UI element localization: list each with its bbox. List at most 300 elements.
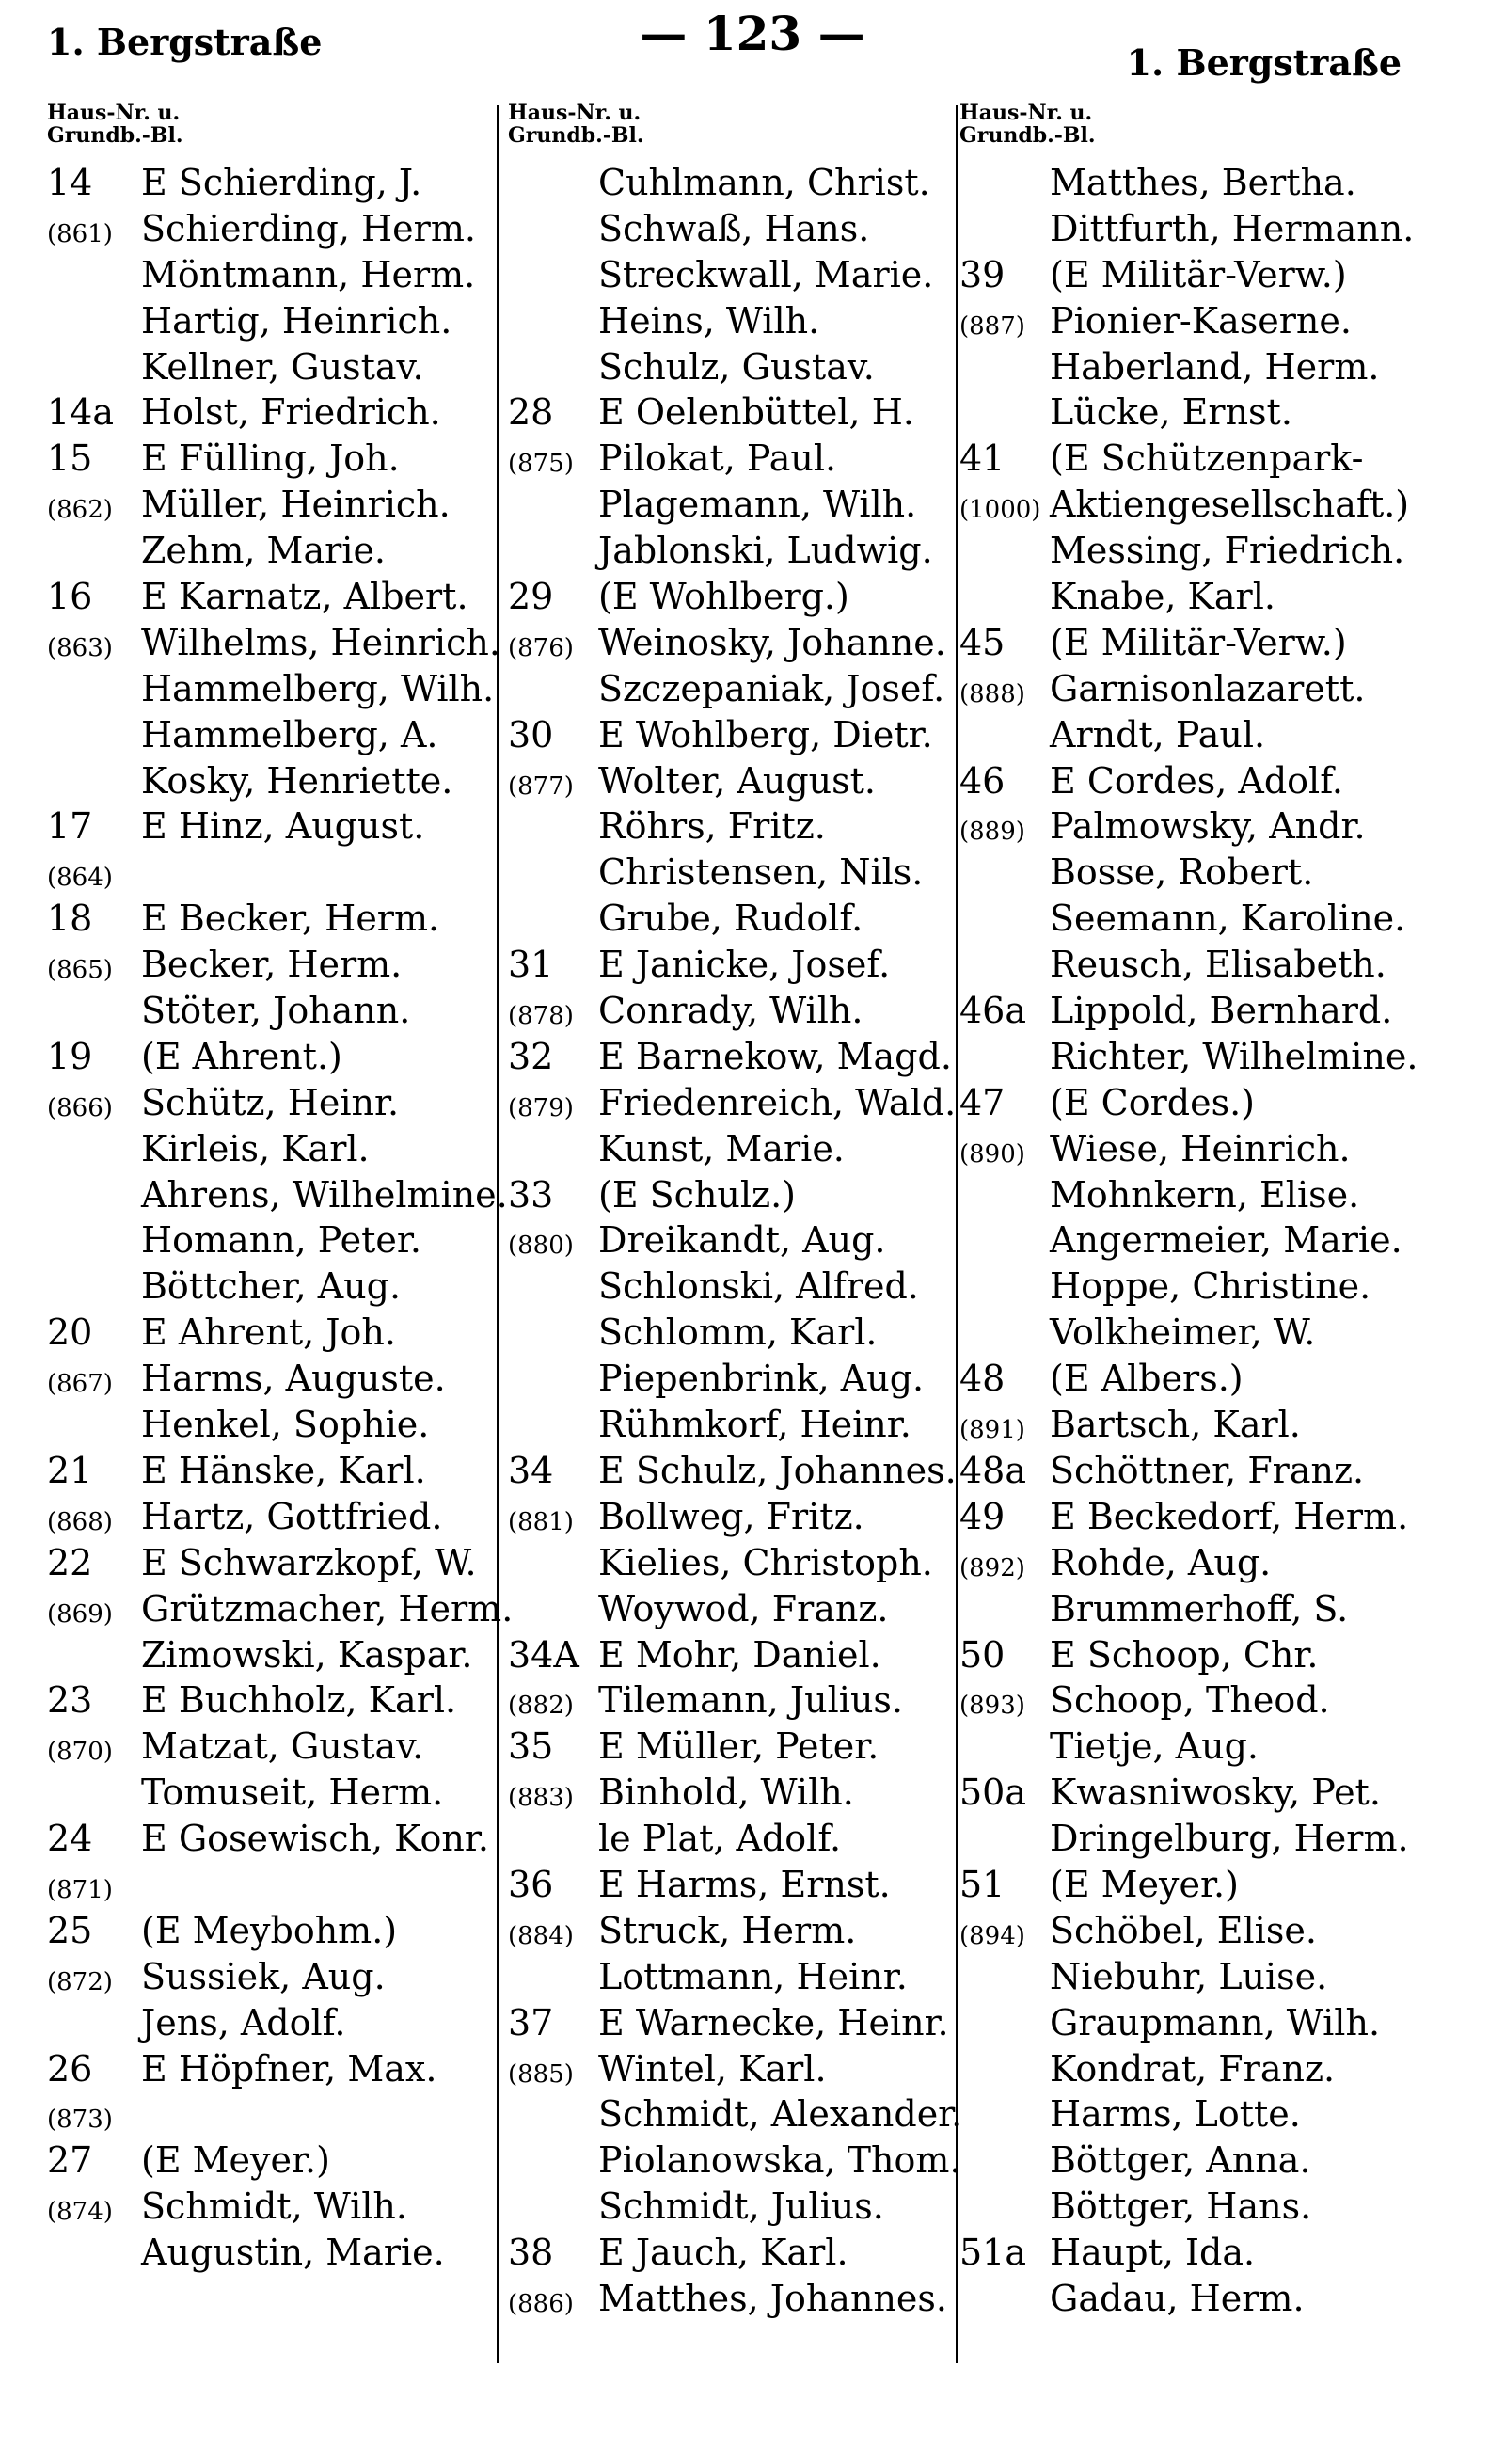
resident-name: Piepenbrink, Aug. bbox=[598, 1358, 925, 1400]
house-number: (876) bbox=[508, 633, 574, 662]
directory-entry bbox=[959, 756, 1486, 803]
resident-name: Augustin, Marie. bbox=[141, 2232, 445, 2274]
house-number: 32 bbox=[508, 1035, 554, 1077]
resident-name: Schlonski, Alfred. bbox=[598, 1265, 919, 1308]
directory-entry bbox=[959, 1538, 1486, 1584]
resident-name: Tietje, Aug. bbox=[1050, 1725, 1259, 1768]
house-number: (879) bbox=[508, 1093, 574, 1122]
directory-entry bbox=[47, 1262, 489, 1308]
resident-name: Schöbel, Elise. bbox=[1050, 1909, 1317, 1951]
column-header bbox=[508, 102, 959, 158]
resident-name: E Karnatz, Albert. bbox=[141, 576, 468, 618]
directory-entry bbox=[959, 526, 1486, 572]
directory-entry bbox=[959, 1308, 1486, 1354]
directory-entry bbox=[508, 1400, 959, 1446]
directory-entry bbox=[959, 1584, 1486, 1630]
directory-entry bbox=[508, 1170, 959, 1216]
house-number: (861) bbox=[47, 219, 113, 248]
resident-name: Bartsch, Karl. bbox=[1050, 1404, 1301, 1446]
resident-name: Tomuseit, Herm. bbox=[141, 1772, 444, 1814]
directory-entry bbox=[47, 710, 489, 756]
resident-name: Dringelburg, Herm. bbox=[1050, 1818, 1409, 1860]
directory-entry bbox=[47, 802, 489, 848]
resident-name: Ahrens, Wilhelmine. bbox=[141, 1173, 508, 1216]
resident-name: Zehm, Marie. bbox=[141, 530, 387, 572]
house-number: 46 bbox=[959, 759, 1006, 802]
directory-entry bbox=[47, 1492, 489, 1538]
resident-name: Arndt, Paul. bbox=[1050, 713, 1266, 755]
resident-name: Wolter, August. bbox=[598, 759, 876, 802]
resident-name: Gadau, Herm. bbox=[1050, 2277, 1305, 2319]
resident-name: E Barnekow, Magd. bbox=[598, 1035, 952, 1077]
resident-name: E Beckedorf, Herm. bbox=[1050, 1495, 1409, 1537]
directory-entry bbox=[508, 2274, 959, 2320]
directory-entry bbox=[47, 296, 489, 342]
directory-entry bbox=[508, 1814, 959, 1860]
house-number: 24 bbox=[47, 1818, 93, 1860]
directory-entry bbox=[959, 2044, 1486, 2090]
house-number: (888) bbox=[959, 679, 1025, 708]
directory-entry bbox=[508, 894, 959, 940]
resident-name: Böttcher, Aug. bbox=[141, 1265, 402, 1308]
directory-entry bbox=[47, 250, 489, 296]
resident-name: Kellner, Gustav. bbox=[141, 345, 424, 388]
directory-entry bbox=[959, 388, 1486, 434]
resident-name: Schoop, Theod. bbox=[1050, 1679, 1330, 1722]
house-number: 51a bbox=[959, 2232, 1027, 2274]
house-number: (892) bbox=[959, 1553, 1025, 1582]
column-header bbox=[47, 102, 489, 158]
house-number: (865) bbox=[47, 956, 113, 985]
house-number: (875) bbox=[508, 450, 574, 479]
house-number: 37 bbox=[508, 2001, 554, 2043]
resident-name: Rühmkorf, Heinr. bbox=[598, 1404, 911, 1446]
house-number: (891) bbox=[959, 1416, 1025, 1445]
resident-name: Möntmann, Herm. bbox=[141, 253, 476, 295]
house-number: 14a bbox=[47, 391, 115, 434]
directory-entry bbox=[508, 664, 959, 710]
resident-name: Schmidt, Julius. bbox=[598, 2186, 884, 2228]
resident-name: E Müller, Peter. bbox=[598, 1725, 879, 1768]
directory-entry bbox=[959, 1078, 1486, 1124]
resident-name: E Mohr, Daniel. bbox=[598, 1633, 881, 1676]
column-header-line: Grundb.-Bl. bbox=[508, 123, 644, 148]
house-number: 47 bbox=[959, 1081, 1006, 1123]
resident-name: Schöttner, Franz. bbox=[1050, 1449, 1365, 1491]
directory-entry bbox=[508, 986, 959, 1032]
resident-name: Holst, Friedrich. bbox=[141, 391, 441, 434]
resident-name: Schütz, Heinr. bbox=[141, 1081, 400, 1123]
house-number: (868) bbox=[47, 1507, 113, 1536]
directory-entry bbox=[959, 1492, 1486, 1538]
house-number: (870) bbox=[47, 1738, 113, 1767]
house-number: 50a bbox=[959, 1772, 1027, 1814]
resident-name: E Schierding, J. bbox=[141, 162, 422, 203]
directory-entry bbox=[508, 1538, 959, 1584]
resident-name: (E Militär-Verw.) bbox=[1050, 621, 1347, 663]
column-divider bbox=[497, 105, 499, 2363]
directory-entry bbox=[508, 526, 959, 572]
directory-entry bbox=[47, 618, 500, 664]
resident-name: Rohde, Aug. bbox=[1050, 1541, 1272, 1583]
house-number: (885) bbox=[508, 2059, 574, 2089]
house-number: 30 bbox=[508, 713, 554, 755]
directory-entry bbox=[47, 1538, 489, 1584]
resident-name: Aktiengesellschaft.) bbox=[1050, 484, 1410, 526]
directory-entry bbox=[508, 1860, 959, 1906]
house-number: (882) bbox=[508, 1692, 574, 1721]
resident-name: (E Cordes.) bbox=[1050, 1081, 1255, 1123]
resident-name: Becker, Herm. bbox=[141, 944, 403, 986]
directory-entry bbox=[47, 480, 489, 526]
resident-name: Hartig, Heinrich. bbox=[141, 299, 452, 342]
directory-entry bbox=[47, 1860, 489, 1906]
directory-entry bbox=[508, 1630, 959, 1677]
directory-entry bbox=[959, 1722, 1486, 1768]
house-number: (873) bbox=[47, 2106, 113, 2135]
resident-name: Matzat, Gustav. bbox=[141, 1725, 424, 1768]
directory-entry bbox=[959, 1216, 1486, 1262]
directory-entry bbox=[959, 802, 1486, 848]
directory-entry bbox=[508, 480, 959, 526]
resident-name: E Ahrent, Joh. bbox=[141, 1311, 396, 1354]
house-number: (893) bbox=[959, 1692, 1025, 1721]
house-number: 14 bbox=[47, 162, 93, 203]
resident-name: Angermeier, Marie. bbox=[1050, 1219, 1402, 1262]
directory-entry bbox=[959, 1446, 1486, 1492]
resident-name: Grützmacher, Herm. bbox=[141, 1587, 514, 1629]
house-number: 48a bbox=[959, 1449, 1027, 1491]
directory-entry bbox=[959, 296, 1486, 342]
directory-entry bbox=[47, 158, 489, 204]
resident-name: Haberland, Herm. bbox=[1050, 345, 1380, 388]
resident-name: Kondrat, Franz. bbox=[1050, 2047, 1336, 2090]
directory-entry bbox=[47, 1446, 489, 1492]
resident-name: Harms, Auguste. bbox=[141, 1358, 446, 1400]
resident-name: Schierding, Herm. bbox=[141, 207, 476, 249]
resident-name: Binhold, Wilh. bbox=[598, 1772, 854, 1814]
directory-entry bbox=[508, 2182, 959, 2228]
directory-entry bbox=[47, 1630, 489, 1677]
directory-entry bbox=[959, 2274, 1486, 2320]
resident-name: (E Albers.) bbox=[1050, 1358, 1244, 1400]
resident-name: E Janicke, Josef. bbox=[598, 944, 891, 986]
resident-name: Seemann, Karoline. bbox=[1050, 898, 1406, 940]
resident-name: Schmidt, Wilh. bbox=[141, 2186, 407, 2228]
directory-entry bbox=[508, 2136, 959, 2182]
house-number: 18 bbox=[47, 898, 93, 940]
resident-name: E Cordes, Adolf. bbox=[1050, 759, 1343, 802]
directory-entry bbox=[959, 1998, 1486, 2044]
resident-name: Schmidt, Alexander. bbox=[598, 2093, 963, 2136]
directory-entry bbox=[47, 1354, 489, 1400]
resident-name: Wiese, Heinrich. bbox=[1050, 1127, 1351, 1169]
running-head-left: 1. Bergstraße bbox=[47, 21, 323, 63]
resident-name: (E Militär-Verw.) bbox=[1050, 253, 1347, 295]
resident-name: Szczepaniak, Josef. bbox=[598, 667, 945, 709]
resident-name: Henkel, Sophie. bbox=[141, 1404, 430, 1446]
resident-name: Struck, Herm. bbox=[598, 1909, 857, 1951]
directory-entry bbox=[47, 1814, 489, 1860]
column-2 bbox=[508, 101, 963, 2320]
resident-name: E Oelenbüttel, H. bbox=[598, 391, 914, 434]
house-number: 51 bbox=[959, 1863, 1006, 1905]
directory-entry bbox=[508, 710, 959, 756]
directory-entry bbox=[508, 1216, 959, 1262]
directory-entry bbox=[508, 1308, 959, 1354]
directory-entry bbox=[47, 1768, 489, 1814]
directory-entry bbox=[47, 2044, 489, 2090]
house-number: (864) bbox=[47, 864, 113, 893]
directory-entry bbox=[47, 986, 489, 1032]
directory-entry bbox=[508, 1492, 959, 1538]
resident-name: Schwaß, Hans. bbox=[598, 207, 870, 249]
directory-entry bbox=[959, 618, 1486, 664]
resident-name: (E Schützenpark- bbox=[1050, 437, 1364, 480]
resident-name: (E Schulz.) bbox=[598, 1173, 796, 1216]
resident-name: Messing, Friedrich. bbox=[1050, 530, 1405, 572]
directory-entry bbox=[959, 342, 1486, 389]
house-number: (863) bbox=[47, 633, 113, 662]
directory-entry bbox=[508, 250, 959, 296]
resident-name: Böttger, Anna. bbox=[1050, 2139, 1311, 2182]
directory-entry bbox=[959, 664, 1486, 710]
resident-name: Grube, Rudolf. bbox=[598, 898, 863, 940]
house-number: 35 bbox=[508, 1725, 554, 1768]
directory-entry bbox=[508, 1446, 959, 1492]
resident-name: Pionier-Kaserne. bbox=[1050, 299, 1352, 342]
house-number: (890) bbox=[959, 1139, 1025, 1168]
directory-entry bbox=[47, 1170, 508, 1216]
directory-entry bbox=[959, 434, 1486, 480]
house-number: 38 bbox=[508, 2232, 554, 2274]
directory-entry bbox=[959, 1400, 1486, 1446]
house-number: 29 bbox=[508, 576, 554, 618]
resident-name: Kielies, Christoph. bbox=[598, 1541, 933, 1583]
resident-name: Wintel, Karl. bbox=[598, 2047, 827, 2090]
resident-name: E Schulz, Johannes. bbox=[598, 1449, 957, 1491]
resident-name: E Höpfner, Max. bbox=[141, 2047, 437, 2090]
resident-name: E Fülling, Joh. bbox=[141, 437, 400, 480]
directory-entry bbox=[47, 1998, 489, 2044]
directory-entry bbox=[508, 848, 959, 894]
resident-name: (E Wohlberg.) bbox=[598, 576, 849, 618]
column-header-line: Grundb.-Bl. bbox=[959, 123, 1096, 148]
directory-entry bbox=[959, 2182, 1486, 2228]
directory-entry bbox=[47, 1676, 489, 1722]
directory-entry bbox=[508, 1998, 959, 2044]
directory-entry bbox=[47, 204, 489, 250]
resident-name: Bosse, Robert. bbox=[1050, 851, 1314, 894]
resident-name: Lottmann, Heinr. bbox=[598, 1955, 908, 1997]
resident-name: Kunst, Marie. bbox=[598, 1127, 845, 1169]
house-number: (872) bbox=[47, 1967, 113, 1996]
resident-name: Jablonski, Ludwig. bbox=[598, 530, 933, 572]
house-number: 17 bbox=[47, 805, 93, 848]
directory-entry bbox=[959, 940, 1486, 986]
resident-name: Plagemann, Wilh. bbox=[598, 484, 917, 526]
directory-entry bbox=[47, 342, 489, 389]
resident-name: Hoppe, Christine. bbox=[1050, 1265, 1371, 1308]
resident-name: (E Meyer.) bbox=[141, 2139, 330, 2182]
resident-name: Niebuhr, Luise. bbox=[1050, 1955, 1328, 1997]
directory-entry bbox=[47, 1078, 489, 1124]
directory-entry bbox=[508, 1124, 959, 1170]
resident-name: E Harms, Ernst. bbox=[598, 1863, 891, 1905]
house-number: 34 bbox=[508, 1449, 554, 1491]
resident-name: Bollweg, Fritz. bbox=[598, 1495, 864, 1537]
resident-name: (E Meyer.) bbox=[1050, 1863, 1239, 1905]
house-number: (869) bbox=[47, 1599, 113, 1629]
directory-entry bbox=[47, 572, 489, 618]
resident-name: Reusch, Elisabeth. bbox=[1050, 944, 1386, 986]
directory-entry bbox=[508, 1262, 959, 1308]
resident-name: (E Meybohm.) bbox=[141, 1909, 398, 1951]
resident-name: Brummerhoff, S. bbox=[1050, 1587, 1349, 1629]
directory-entry bbox=[959, 480, 1486, 526]
directory-entry bbox=[47, 2136, 489, 2182]
directory-entry bbox=[959, 1952, 1486, 1998]
directory-entry bbox=[508, 1906, 959, 1952]
resident-name: Kwasniwosky, Pet. bbox=[1050, 1772, 1381, 1814]
directory-entry bbox=[508, 204, 959, 250]
resident-name: Dittfurth, Hermann. bbox=[1050, 207, 1415, 249]
directory-entry bbox=[47, 848, 489, 894]
resident-name: Hammelberg, Wilh. bbox=[141, 667, 495, 709]
directory-entry bbox=[508, 1354, 959, 1400]
house-number: 49 bbox=[959, 1495, 1006, 1537]
house-number: 15 bbox=[47, 437, 93, 480]
resident-name: Cuhlmann, Christ. bbox=[598, 162, 930, 203]
column-3 bbox=[959, 102, 1486, 2320]
house-number: (883) bbox=[508, 1784, 574, 1813]
resident-name: E Becker, Herm. bbox=[141, 898, 440, 940]
resident-name: Böttger, Hans. bbox=[1050, 2186, 1312, 2228]
directory-entry bbox=[47, 1308, 489, 1354]
resident-name: Heins, Wilh. bbox=[598, 299, 820, 342]
resident-name: Knabe, Karl. bbox=[1050, 576, 1275, 618]
resident-name: Zimowski, Kaspar. bbox=[141, 1633, 473, 1676]
directory-entry bbox=[959, 1906, 1486, 1952]
house-number: (1000) bbox=[959, 496, 1041, 525]
directory-entry bbox=[508, 342, 959, 389]
directory-entry bbox=[959, 204, 1486, 250]
directory-entry bbox=[47, 2182, 489, 2228]
resident-name: Jens, Adolf. bbox=[141, 2001, 346, 2043]
directory-entry bbox=[47, 1400, 489, 1446]
resident-name: Wilhelms, Heinrich. bbox=[141, 621, 500, 663]
column-header bbox=[959, 102, 1486, 158]
resident-name: Christensen, Nils. bbox=[598, 851, 924, 894]
directory-entry bbox=[959, 1032, 1486, 1078]
house-number: 23 bbox=[47, 1679, 93, 1722]
resident-name: E Jauch, Karl. bbox=[598, 2232, 848, 2274]
directory-entry bbox=[47, 1906, 489, 1952]
house-number: (889) bbox=[959, 818, 1025, 847]
resident-name: E Schwarzkopf, W. bbox=[141, 1541, 477, 1583]
directory-entry bbox=[959, 2228, 1486, 2274]
house-number: 19 bbox=[47, 1035, 93, 1077]
resident-name: Garnisonlazarett. bbox=[1050, 667, 1366, 709]
house-number: 28 bbox=[508, 391, 554, 434]
resident-name: Sussiek, Aug. bbox=[141, 1955, 386, 1997]
resident-name: Hartz, Gottfried. bbox=[141, 1495, 443, 1537]
house-number: 36 bbox=[508, 1863, 554, 1905]
directory-entry bbox=[47, 2228, 489, 2274]
page-number: — 123 — bbox=[640, 6, 865, 61]
directory-entry bbox=[47, 388, 489, 434]
resident-name: le Plat, Adolf. bbox=[598, 1818, 842, 1860]
resident-name: Friedenreich, Wald. bbox=[598, 1081, 957, 1123]
directory-entry bbox=[959, 1170, 1486, 1216]
resident-name: Hammelberg, A. bbox=[141, 713, 438, 755]
resident-name: E Schoop, Chr. bbox=[1050, 1633, 1319, 1676]
running-head-right: 1. Bergstraße bbox=[1126, 41, 1402, 84]
resident-name: Piolanowska, Thom. bbox=[598, 2139, 961, 2182]
resident-name: (E Ahrent.) bbox=[141, 1035, 342, 1077]
house-number: 21 bbox=[47, 1449, 93, 1491]
column-header-line: Haus-Nr. u. bbox=[47, 101, 181, 125]
resident-name: E Hänske, Karl. bbox=[141, 1449, 426, 1491]
directory-entry bbox=[47, 894, 489, 940]
directory-entry bbox=[508, 572, 959, 618]
resident-name: E Buchholz, Karl. bbox=[141, 1679, 457, 1722]
resident-name: Pilokat, Paul. bbox=[598, 437, 837, 480]
directory-entry bbox=[508, 1952, 959, 1998]
directory-entry bbox=[47, 526, 489, 572]
house-number: (894) bbox=[959, 1921, 1025, 1950]
resident-name: Matthes, Johannes. bbox=[598, 2277, 947, 2319]
house-number: 33 bbox=[508, 1173, 554, 1216]
column-header-line: Haus-Nr. u. bbox=[508, 101, 642, 125]
directory-entry bbox=[508, 1032, 959, 1078]
house-number: (881) bbox=[508, 1507, 574, 1536]
directory-entry bbox=[508, 1676, 959, 1722]
house-number: 27 bbox=[47, 2139, 93, 2182]
directory-entry bbox=[959, 848, 1486, 894]
resident-name: Schulz, Gustav. bbox=[598, 345, 875, 388]
house-number: 26 bbox=[47, 2047, 93, 2090]
resident-name: Palmowsky, Andr. bbox=[1050, 805, 1366, 848]
directory-entry bbox=[959, 1124, 1486, 1170]
resident-name: Homann, Peter. bbox=[141, 1219, 421, 1262]
house-number: 34A bbox=[508, 1633, 579, 1676]
directory-entry bbox=[508, 158, 959, 204]
directory-entry bbox=[47, 1722, 489, 1768]
resident-name: Müller, Heinrich. bbox=[141, 484, 451, 526]
resident-name: Harms, Lotte. bbox=[1050, 2093, 1301, 2136]
directory-entry bbox=[508, 2228, 959, 2274]
resident-name: Tilemann, Julius. bbox=[598, 1679, 904, 1722]
directory-entry bbox=[47, 940, 489, 986]
resident-name: E Warnecke, Heinr. bbox=[598, 2001, 949, 2043]
directory-entry bbox=[959, 1262, 1486, 1308]
house-number: 46a bbox=[959, 990, 1027, 1032]
directory-entry bbox=[508, 756, 959, 803]
directory-entry bbox=[959, 1354, 1486, 1400]
directory-entry bbox=[47, 1216, 489, 1262]
directory-entry bbox=[508, 1722, 959, 1768]
resident-name: E Gosewisch, Konr. bbox=[141, 1818, 489, 1860]
directory-entry bbox=[508, 2044, 959, 2090]
house-number: 41 bbox=[959, 437, 1006, 480]
directory-entry bbox=[47, 664, 495, 710]
resident-name: Kosky, Henriette. bbox=[141, 759, 453, 802]
directory-entry bbox=[508, 434, 959, 480]
resident-name: Volkheimer, W. bbox=[1050, 1311, 1316, 1354]
house-number: (867) bbox=[47, 1370, 113, 1399]
directory-entry bbox=[508, 2090, 963, 2136]
